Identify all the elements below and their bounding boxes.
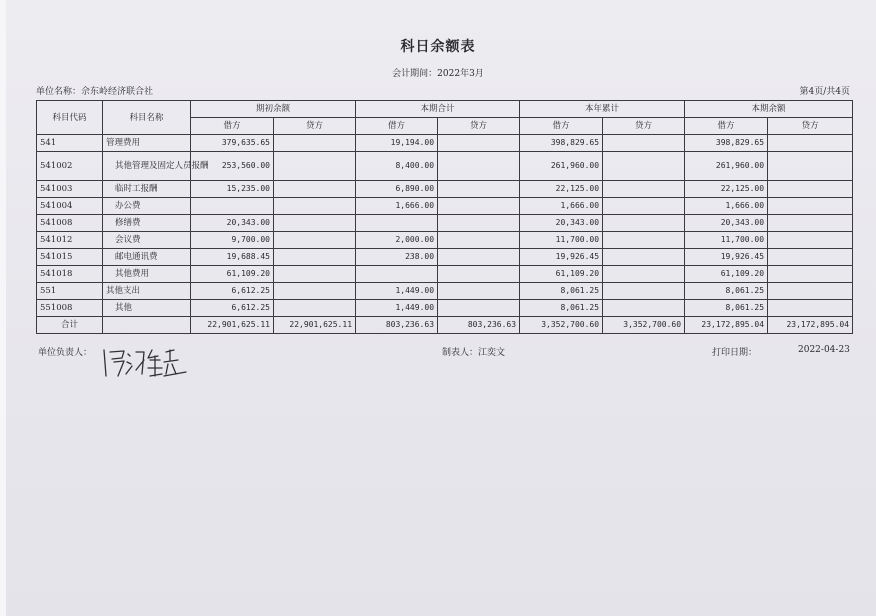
period-credit bbox=[438, 135, 520, 152]
ending-debit: 8,061.25 bbox=[685, 300, 768, 317]
period-credit bbox=[438, 283, 520, 300]
year-credit bbox=[603, 283, 685, 300]
opening-debit: 19,688.45 bbox=[191, 249, 274, 266]
opening-debit: 15,235.00 bbox=[191, 181, 274, 198]
table-row bbox=[37, 300, 853, 317]
period-credit bbox=[438, 266, 520, 283]
year-credit bbox=[603, 215, 685, 232]
account-name: 邮电通讯费 bbox=[103, 249, 191, 266]
account-name: 办公费 bbox=[103, 198, 191, 215]
year-debit: 20,343.00 bbox=[520, 215, 603, 232]
account-code: 541012 bbox=[37, 232, 103, 249]
account-code: 541003 bbox=[37, 181, 103, 198]
period-debit: 1,449.00 bbox=[356, 283, 438, 300]
ending-credit bbox=[768, 283, 853, 300]
header-credit: 贷方 bbox=[274, 118, 356, 135]
ending-credit bbox=[768, 198, 853, 215]
header-code: 科目代码 bbox=[37, 101, 103, 135]
ending-credit bbox=[768, 249, 853, 266]
account-code: 541002 bbox=[37, 152, 103, 181]
header-year-total: 本年累计 bbox=[520, 101, 685, 118]
year-credit bbox=[603, 266, 685, 283]
account-code: 541004 bbox=[37, 198, 103, 215]
total-year-debit: 3,352,700.60 bbox=[520, 317, 603, 334]
table-row bbox=[37, 283, 853, 300]
opening-credit bbox=[274, 283, 356, 300]
opening-debit bbox=[191, 198, 274, 215]
period-debit: 2,000.00 bbox=[356, 232, 438, 249]
accounting-period: 会计期间：2022年3月 bbox=[392, 69, 484, 79]
account-name: 管理费用 bbox=[103, 135, 191, 152]
total-ending-credit: 23,172,895.04 bbox=[768, 317, 853, 334]
opening-credit bbox=[274, 198, 356, 215]
ending-debit: 61,109.20 bbox=[685, 266, 768, 283]
opening-debit: 20,343.00 bbox=[191, 215, 274, 232]
year-debit: 8,061.25 bbox=[520, 283, 603, 300]
period-debit: 6,890.00 bbox=[356, 181, 438, 198]
ending-credit bbox=[768, 135, 853, 152]
header-row-1 bbox=[37, 101, 853, 118]
account-name: 会议费 bbox=[103, 232, 191, 249]
year-credit bbox=[603, 198, 685, 215]
period-credit bbox=[438, 232, 520, 249]
year-credit bbox=[603, 249, 685, 266]
total-period-debit: 803,236.63 bbox=[356, 317, 438, 334]
year-credit bbox=[603, 232, 685, 249]
opening-debit: 6,612.25 bbox=[191, 300, 274, 317]
account-name: 其他支出 bbox=[103, 283, 191, 300]
year-debit: 398,829.65 bbox=[520, 135, 603, 152]
year-credit bbox=[603, 181, 685, 198]
ending-debit: 8,061.25 bbox=[685, 283, 768, 300]
period-credit bbox=[438, 152, 520, 181]
year-debit: 1,666.00 bbox=[520, 198, 603, 215]
year-credit bbox=[603, 135, 685, 152]
account-name: 临时工报酬 bbox=[103, 181, 191, 198]
header-credit: 贷方 bbox=[768, 118, 853, 135]
year-credit bbox=[603, 300, 685, 317]
total-row bbox=[37, 317, 853, 334]
table-row bbox=[37, 266, 853, 283]
period-credit bbox=[438, 249, 520, 266]
ending-debit: 11,700.00 bbox=[685, 232, 768, 249]
paper-edge bbox=[0, 0, 6, 616]
period-debit bbox=[356, 215, 438, 232]
table-row bbox=[37, 232, 853, 249]
period-debit: 1,449.00 bbox=[356, 300, 438, 317]
opening-credit bbox=[274, 152, 356, 181]
header-credit: 贷方 bbox=[603, 118, 685, 135]
table-row bbox=[37, 198, 853, 215]
header-ending-balance: 本期余额 bbox=[685, 101, 853, 118]
total-ending-debit: 23,172,895.04 bbox=[685, 317, 768, 334]
period-debit: 19,194.00 bbox=[356, 135, 438, 152]
opening-debit: 61,109.20 bbox=[191, 266, 274, 283]
account-code: 541018 bbox=[37, 266, 103, 283]
header-opening-balance: 期初余额 bbox=[191, 101, 356, 118]
header-debit: 借方 bbox=[685, 118, 768, 135]
print-date-label: 打印日期： bbox=[712, 348, 758, 358]
account-name: 其他管理及固定人员报酬 bbox=[103, 152, 191, 181]
unit-name: 单位名称：佘东岭经济联合社 bbox=[36, 87, 154, 97]
year-debit: 19,926.45 bbox=[520, 249, 603, 266]
header-debit: 借方 bbox=[520, 118, 603, 135]
opening-credit bbox=[274, 300, 356, 317]
table-row bbox=[37, 215, 853, 232]
ending-debit: 398,829.65 bbox=[685, 135, 768, 152]
total-opening-credit: 22,901,625.11 bbox=[274, 317, 356, 334]
account-code: 551008 bbox=[37, 300, 103, 317]
total-year-credit: 3,352,700.60 bbox=[603, 317, 685, 334]
period-debit: 8,400.00 bbox=[356, 152, 438, 181]
year-credit bbox=[603, 152, 685, 181]
year-debit: 8,061.25 bbox=[520, 300, 603, 317]
account-name: 其他费用 bbox=[103, 266, 191, 283]
header-period-total: 本期合计 bbox=[356, 101, 520, 118]
leader-label: 单位负责人： bbox=[38, 348, 93, 358]
opening-debit: 253,560.00 bbox=[191, 152, 274, 181]
ending-debit: 22,125.00 bbox=[685, 181, 768, 198]
period-debit: 1,666.00 bbox=[356, 198, 438, 215]
period-debit: 238.00 bbox=[356, 249, 438, 266]
ending-credit bbox=[768, 181, 853, 198]
account-name: 其他 bbox=[103, 300, 191, 317]
period-credit bbox=[438, 198, 520, 215]
ending-credit bbox=[768, 152, 853, 181]
opening-debit: 379,635.65 bbox=[191, 135, 274, 152]
header-credit: 贷方 bbox=[438, 118, 520, 135]
total-period-credit: 803,236.63 bbox=[438, 317, 520, 334]
balance-table bbox=[36, 100, 853, 334]
table-row bbox=[37, 249, 853, 266]
page-number: 第4页/共4页 bbox=[799, 87, 850, 97]
print-date: 2022-04-23 bbox=[798, 345, 850, 355]
ending-credit bbox=[768, 266, 853, 283]
opening-credit bbox=[274, 232, 356, 249]
table-row bbox=[37, 135, 853, 152]
account-name: 修缮费 bbox=[103, 215, 191, 232]
year-debit: 61,109.20 bbox=[520, 266, 603, 283]
ending-credit bbox=[768, 232, 853, 249]
opening-debit: 9,700.00 bbox=[191, 232, 274, 249]
period-credit bbox=[438, 181, 520, 198]
year-debit: 261,960.00 bbox=[520, 152, 603, 181]
year-debit: 22,125.00 bbox=[520, 181, 603, 198]
ending-debit: 1,666.00 bbox=[685, 198, 768, 215]
account-code: 541008 bbox=[37, 215, 103, 232]
ending-debit: 19,926.45 bbox=[685, 249, 768, 266]
total-name-cell bbox=[103, 317, 191, 334]
preparer: 制表人：江奕文 bbox=[442, 348, 506, 358]
period-credit bbox=[438, 215, 520, 232]
opening-credit bbox=[274, 215, 356, 232]
ending-credit bbox=[768, 300, 853, 317]
report-title: 科日余额表 bbox=[400, 39, 476, 55]
opening-credit bbox=[274, 135, 356, 152]
account-code: 551 bbox=[37, 283, 103, 300]
ending-debit: 20,343.00 bbox=[685, 215, 768, 232]
table-row bbox=[37, 181, 853, 198]
header-name: 科目名称 bbox=[103, 101, 191, 135]
header-debit: 借方 bbox=[356, 118, 438, 135]
account-code: 541015 bbox=[37, 249, 103, 266]
total-label: 合计 bbox=[37, 317, 103, 334]
total-opening-debit: 22,901,625.11 bbox=[191, 317, 274, 334]
period-debit bbox=[356, 266, 438, 283]
period-credit bbox=[438, 300, 520, 317]
opening-credit bbox=[274, 249, 356, 266]
opening-debit: 6,612.25 bbox=[191, 283, 274, 300]
account-code: 541 bbox=[37, 135, 103, 152]
ending-debit: 261,960.00 bbox=[685, 152, 768, 181]
header-debit: 借方 bbox=[191, 118, 274, 135]
opening-credit bbox=[274, 181, 356, 198]
handwritten-signature bbox=[100, 346, 190, 380]
opening-credit bbox=[274, 266, 356, 283]
ending-credit bbox=[768, 215, 853, 232]
year-debit: 11,700.00 bbox=[520, 232, 603, 249]
table-row bbox=[37, 152, 853, 181]
